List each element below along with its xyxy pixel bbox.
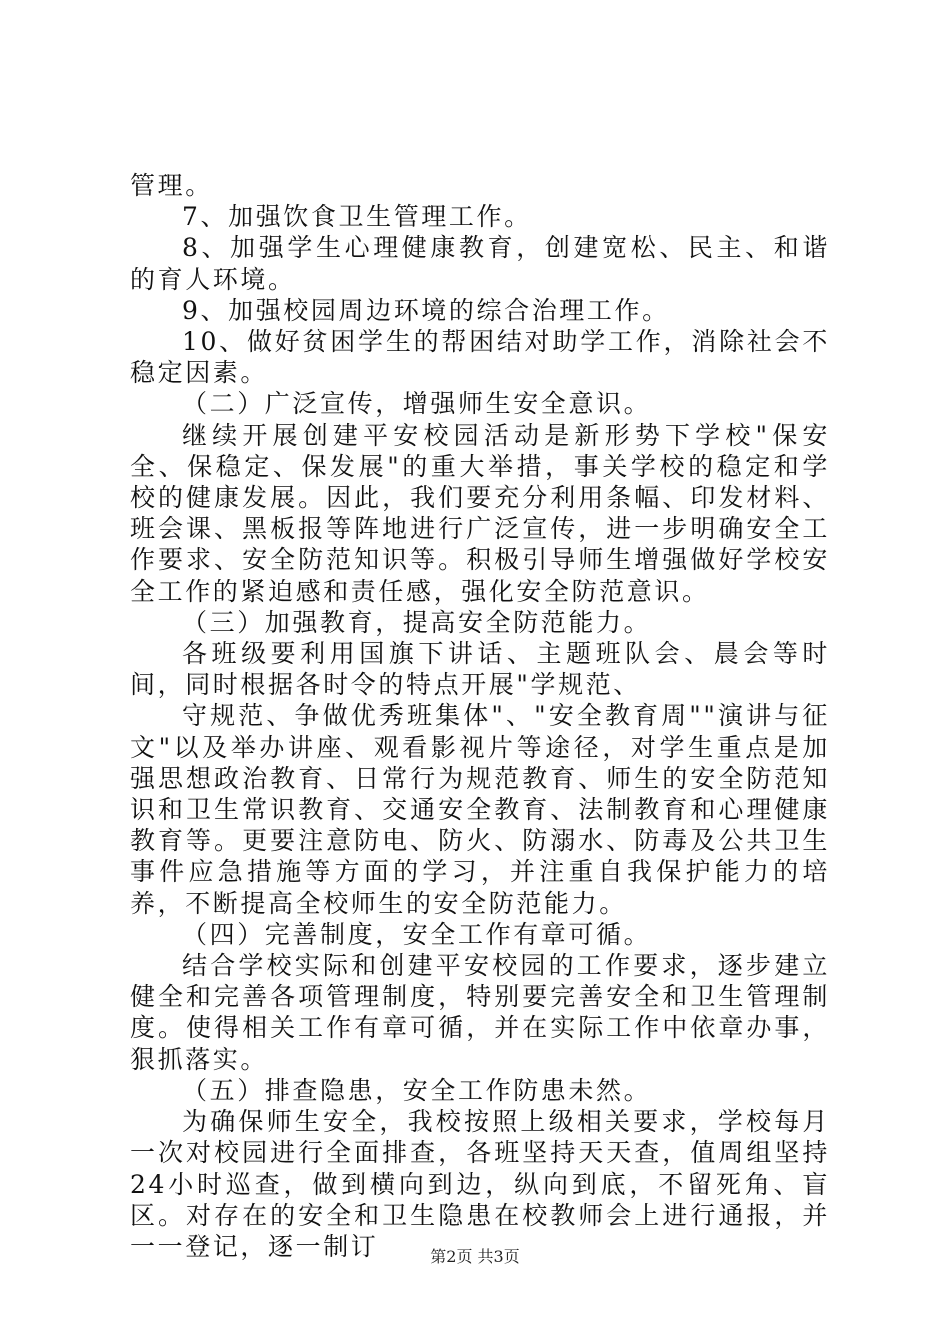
paragraph: （四）完善制度，安全工作有章可循。 xyxy=(182,919,652,949)
paragraph: 守规范、争做优秀班集体"、"安全教育周""演讲与征文"以及举办讲座、观看影视片等途径，对学生重点是加强思想政治教育、日常行为规范教育、师生的安全防范知识和卫生常识教育、交通安全教育、法制教育和心理健康教育等。更要注意防电、防火、防溺水、防毒及公共卫生事件应急措施等方面的学习，并注重自我保护能力的培养，不断提高全校师生的安全防范能力。 xyxy=(130,701,830,918)
paragraph: （五）排查隐患，安全工作防患未然。 xyxy=(182,1075,652,1105)
paragraph: 10、做好贫困学生的帮困结对助学工作，消除社会不稳定因素。 xyxy=(130,327,830,388)
paragraph: 9、加强校园周边环境的综合治理工作。 xyxy=(182,295,670,325)
paragraph: 各班级要利用国旗下讲话、主题班队会、晨会等时间，同时根据各时令的特点开展"学规范、 xyxy=(130,639,830,700)
paragraph: 8、加强学生心理健康教育，创建宽松、民主、和谐的育人环境。 xyxy=(130,233,830,294)
page-footer: 第2页 共3页 xyxy=(430,1247,520,1266)
paragraph: （三）加强教育，提高安全防范能力。 xyxy=(182,607,652,637)
paragraph: 为确保师生安全，我校按照上级相关要求，学校每月一次对校园进行全面排查，各班坚持天天查，值周组坚持24小时巡查，做到横向到边，纵向到底，不留死角、盲区。对存在的安全和卫生隐患在校教师会上进行通报，并一一登记，逐一制订 xyxy=(130,1107,830,1261)
paragraph: 继续开展创建平安校园活动是新形势下学校"保安全、保稳定、保发展"的重大举措，事关学校的稳定和学校的健康发展。因此，我们要充分利用条幅、印发材料、班会课、黑板报等阵地进行广泛宣传，进一步明确安全工作要求、安全防范知识等。积极引导师生增强做好学校安全工作的紧迫感和责任感，强化安全防范意识。 xyxy=(130,420,830,606)
paragraph: 7、加强饮食卫生管理工作。 xyxy=(182,202,532,232)
document-body xyxy=(130,170,830,1262)
paragraph: 结合学校实际和创建平安校园的工作要求，逐步建立健全和完善各项管理制度，特别要完善安全和卫生管理制度。使得相关工作有章可循，并在实际工作中依章办事，狠抓落实。 xyxy=(130,951,830,1074)
paragraph: （二）广泛宣传，增强师生安全意识。 xyxy=(182,389,652,419)
paragraph: 管理。 xyxy=(130,171,213,200)
